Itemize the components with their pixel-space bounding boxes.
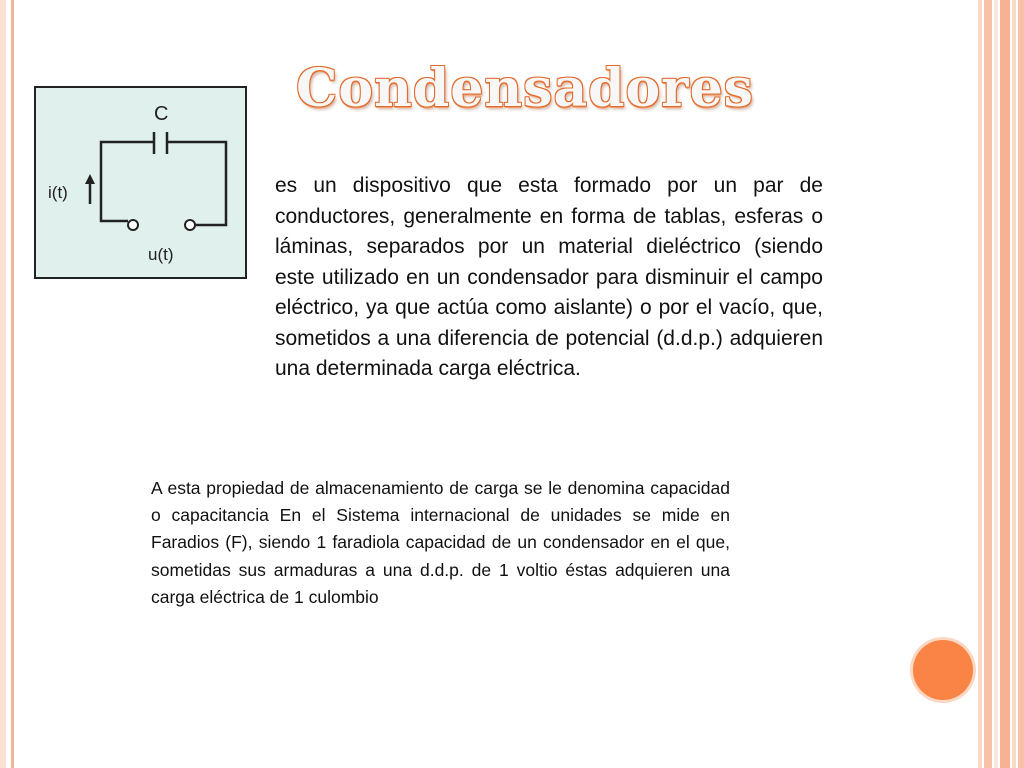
current-label: i(t)	[48, 183, 68, 202]
terminal-left	[128, 220, 138, 230]
left-frame-border	[0, 0, 14, 768]
voltage-label: u(t)	[148, 245, 174, 264]
capacitor-circuit-diagram	[34, 86, 247, 279]
decorative-orange-circle	[913, 640, 973, 700]
capacitor-label: C	[154, 103, 169, 125]
definition-paragraph: es un dispositivo que esta formado por un par de conductores, generalmente en forma de tablas, esferas o láminas, separados por un material dieléctrico (siendo este utilizado en un condensador para disminuir el campo eléctrico, ya que actúa como aislante) o por el vacío, que, sometidos a una diferencia de potencial (d.d.p.) adquieren una determinada carga eléctrica.	[275, 174, 823, 380]
slide-title: Condensadores	[296, 58, 754, 119]
capacitance-paragraph: A esta propiedad de almacenamiento de carga se le denomina capacidad o capacitancia En el Sistema internacional de unidades se mide en Faradios (F), siendo 1 faradiola capacidad de un condensador en el que, sometidas sus armaduras a una d.d.p. de 1 voltio éstas adquieren una carga eléctrica de 1 culombio	[151, 478, 730, 607]
terminal-right	[185, 220, 195, 230]
circuit-wires	[101, 132, 226, 225]
right-frame-stripes	[978, 0, 1024, 768]
current-arrow-icon	[85, 174, 95, 204]
